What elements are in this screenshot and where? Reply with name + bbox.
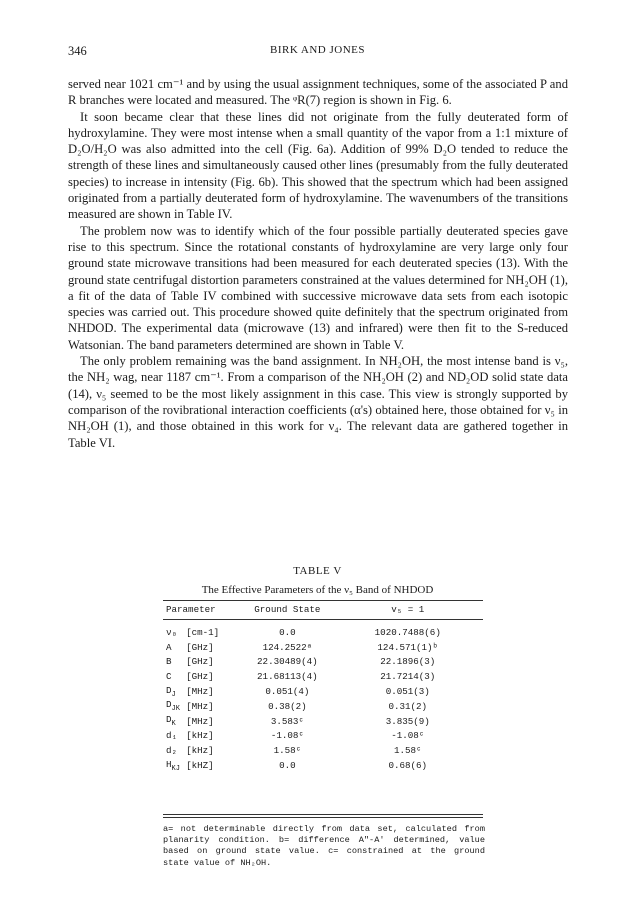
param-symbol: $D_K$: [166, 714, 176, 729]
excited-value: 124.571(1)ᵇ: [377, 641, 439, 653]
excited-value: 21.7214(3): [380, 671, 436, 683]
param-unit: [GHz]: [186, 656, 214, 668]
ground-value: 22.30489(4): [257, 656, 318, 668]
parameters-table: [163, 600, 483, 773]
param-symbol: A: [166, 641, 172, 653]
param-unit: [MHz]: [186, 715, 214, 727]
param-unit: [kHz]: [186, 730, 214, 742]
paragraph-2: It soon became clear that these lines did not originate from the fully deuterated form of hydroxylamine. They were most intense when a small quantity of the vapor from a 1:1 mixture of D₂O/H₂O was also admitted into the cell (Fig. 6a). Addition of 99% D₂O tended to reduce the strength of these lines and simultaneously caused other lines (presumably from the fully deuterated species) to increase in intensity (Fig. 6b). This showed that the spectrum which had been assigned originated from a partially deuterated form of hydroxylamine. The wavenumbers of the transitions measured are shown in Table IV.: [68, 109, 568, 222]
table-caption: The Effective Parameters of the ν₅ Band of NHDOD: [201, 584, 434, 596]
ground-value: 0.0: [279, 760, 296, 772]
param-symbol: d₂: [166, 745, 178, 757]
table-row: [163, 684, 483, 699]
param-symbol: ν₀: [166, 626, 178, 638]
page-number: 346: [68, 44, 87, 58]
excited-value: 3.835(9): [385, 715, 430, 727]
paragraph-1: served near 1021 cm⁻¹ and by using the usual assignment techniques, some of the associated P and R branches were located and measured. The ᵠR(7) region is shown in Fig. 6.: [68, 77, 568, 108]
param-symbol: $D_{JK}$: [166, 699, 180, 714]
ground-value: 124.2522ᵃ: [262, 641, 313, 653]
param-unit: [cm-1]: [186, 626, 220, 638]
header-excited-state: v₅ = 1: [391, 604, 425, 615]
ground-value: 3.583ᶜ: [270, 715, 304, 727]
param-symbol: B: [166, 656, 172, 668]
paragraph-4: The only problem remaining was the band assignment. In NH₂OH, the most intense band is ν₅, the NH₂ wag, near 1187 cm⁻¹. From a comparison of the NH₂OH (2) and ND₂OD solid state data (14), ν₅ seemed to be the most likely assignment in this case. This view is strongly supported by comparison of the rovibrational interaction coefficients (α's) obtained here, those obtained for ν₅ in NH₂OH (1), and those obtained in this work for ν₄. The relevant data are gathered together in Table VI.: [68, 354, 568, 450]
symbol-subscript: J: [171, 690, 176, 699]
param-symbol: d₁: [166, 730, 178, 742]
excited-value: 1020.7488(6): [374, 626, 441, 638]
excited-value: -1.08ᶜ: [391, 730, 425, 742]
table-footnote: a= not determinable directly from data set, calculated from planarity condition. b= difference A"-A' determined, value based on ground state value. c= constrained at the ground state value of NH₂OH.: [163, 824, 485, 868]
table-row: [163, 625, 483, 640]
excited-value: 0.68(6): [388, 760, 428, 772]
table-label: TABLE V: [293, 565, 342, 577]
param-unit: [GHz]: [186, 641, 214, 653]
running-head: BIRK AND JONES: [269, 44, 365, 56]
param-symbol: $D_J$: [166, 684, 176, 699]
paragraph-3: The problem now was to identify which of the four possible partially deuterated species gave rise to this spectrum. Since the rotational constants of hydroxylamine are very large only four ground state microwave transitions had been measured for each deuterated species (13). With the ground state centrifugal distortion parameters constrained at the values determined for NH₂OH (1), a fit of the data of Table IV combined with successive microwave data sets from each isotopic species was carried out. This procedure showed quite definitely that the spectrum originated from NHDOD. The experimental data (microwave (13) and infrared) were then fit to the S-reduced Watsonian. The band parameters determined are shown in Table V.: [68, 223, 568, 352]
symbol-subscript: KJ: [171, 764, 180, 773]
symbol-subscript: K: [171, 720, 176, 729]
ground-value: -1.08ᶜ: [270, 730, 304, 742]
table-header-row: [163, 600, 483, 619]
ground-value: 1.58ᶜ: [273, 745, 302, 757]
body-text: [68, 76, 568, 451]
table-row: [163, 758, 483, 773]
table-row: [163, 714, 483, 729]
param-unit: [MHz]: [186, 700, 214, 712]
param-unit: [kHz]: [186, 745, 214, 757]
ground-value: 0.38(2): [268, 700, 307, 712]
excited-value: 0.31(2): [388, 700, 428, 712]
param-symbol: $H_{KJ}$: [166, 758, 180, 773]
table-row: [163, 669, 483, 684]
table-bottom-rule: [163, 814, 483, 818]
excited-value: 1.58ᶜ: [393, 745, 422, 757]
ground-value: 0.0: [279, 626, 296, 638]
table-row: [163, 655, 483, 670]
table-row: [163, 729, 483, 744]
param-unit: [GHz]: [186, 671, 214, 683]
header-ground-state: Ground State: [254, 604, 321, 615]
table-row: [163, 699, 483, 714]
excited-value: 0.051(3): [385, 686, 430, 698]
ground-value: 21.68113(4): [257, 671, 318, 683]
table-row: [163, 640, 483, 655]
param-unit: [MHz]: [186, 686, 214, 698]
param-unit: [kHZ]: [186, 760, 214, 772]
ground-value: 0.051(4): [265, 686, 310, 698]
excited-value: 22.1896(3): [380, 656, 436, 668]
header-parameter: Parameter: [166, 604, 216, 615]
symbol-subscript: JK: [171, 705, 180, 714]
param-symbol: C: [166, 671, 172, 683]
table-row: [163, 743, 483, 758]
